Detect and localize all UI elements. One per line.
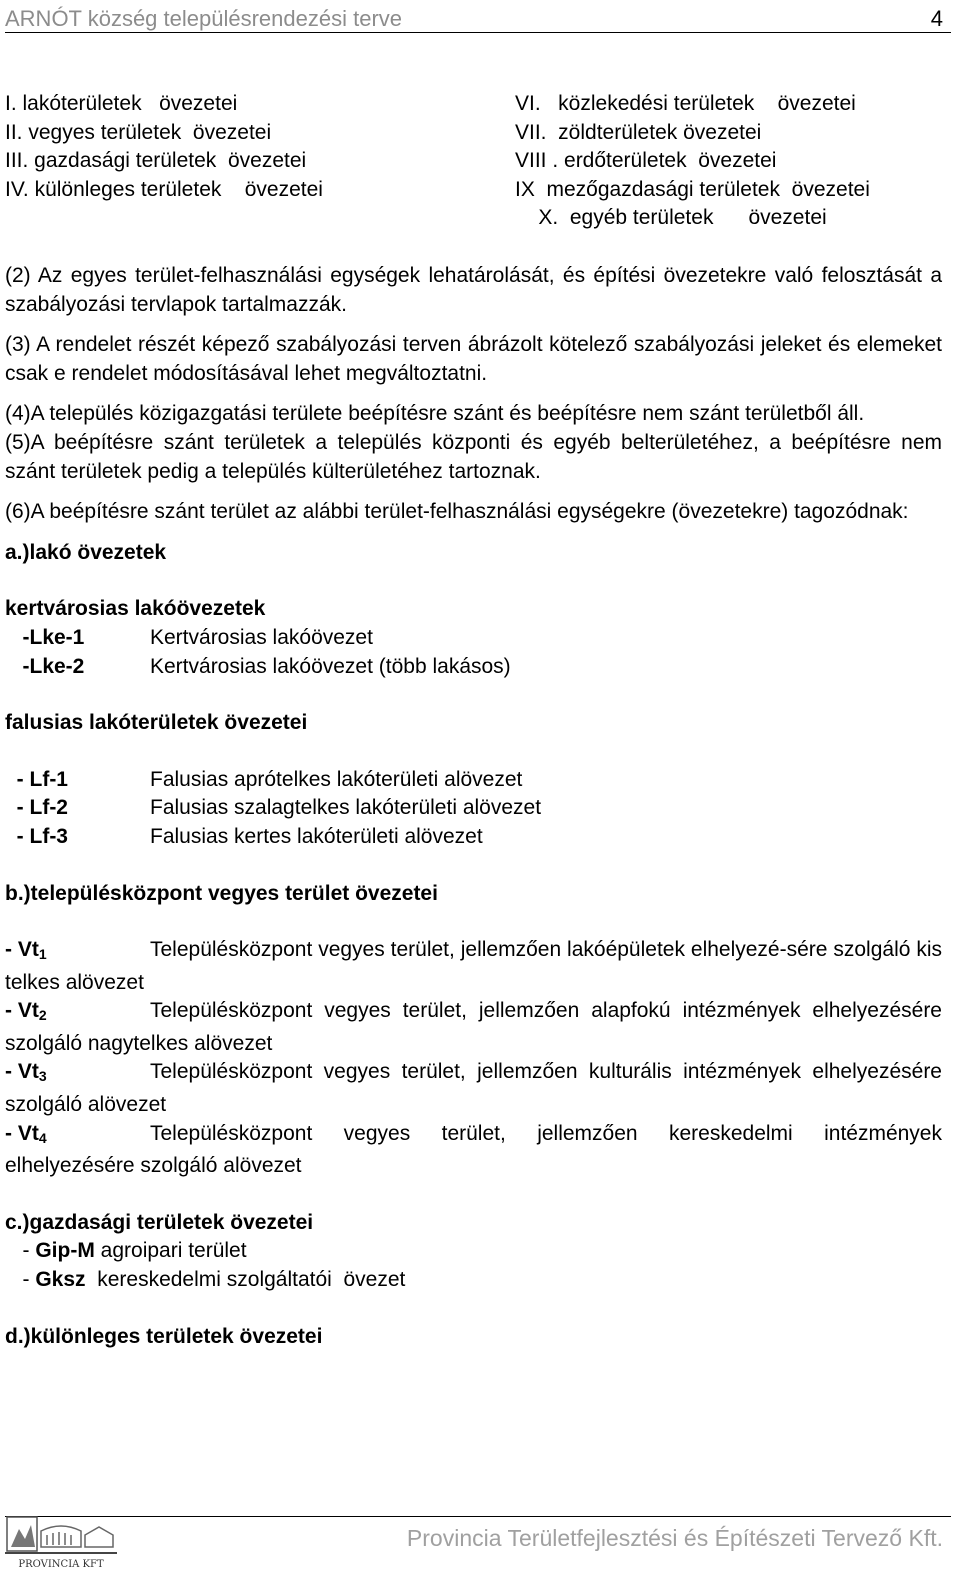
zone-item: VI. közlekedési területek övezetei <box>515 92 856 115</box>
zone-code-index: 4 <box>38 1129 47 1146</box>
list-item <box>5 653 942 682</box>
section-a-heading: a.)lakó övezetek <box>5 540 167 564</box>
zone-description: Falusias kertes lakóterületi alövezet <box>150 824 483 848</box>
zone-description: agroipari terület <box>94 1239 247 1263</box>
list-item <box>5 823 942 852</box>
zone-code <box>5 936 150 969</box>
document-title: ARNÓT község településrendezési terve <box>5 6 403 31</box>
logo-text: PROVINCIA KFT <box>18 1559 104 1570</box>
paragraph-3: (3) A rendelet részét képező szabályozási terven ábrázolt kötelező szabályozási jeleket és elemeket csak e rendelet módosításával lehet megváltoztatni. <box>5 333 942 385</box>
zone-code-index: 2 <box>38 1007 47 1024</box>
list-dash: - <box>5 1268 36 1292</box>
zone-item: I. lakóterületek övezetei <box>5 92 238 115</box>
section-d-heading: d.)különleges területek övezetei <box>5 1324 323 1348</box>
section-c-heading: c.)gazdasági területek övezetei <box>5 1210 314 1234</box>
zone-code: -Lke-1 <box>5 625 85 649</box>
zone-code: Gip-M <box>35 1239 95 1263</box>
company-name: Provincia Területfejlesztési és Építészeti Tervező Kft. <box>406 1525 943 1551</box>
zone-description: kereskedelmi szolgáltatói övezet <box>85 1268 406 1292</box>
zone-description: Településközpont vegyes terület, jellemzően alapfokú intézmények elhelyezésére szolgáló nagytelkes alövezet <box>5 999 942 1055</box>
zone-code: Gksz <box>35 1268 86 1292</box>
zone-item: IX mezőgazdasági területek övezetei <box>515 177 870 201</box>
zone-description: Településközpont vegyes terület, jellemzően kereskedelmi intézmények elhelyezésére szolgáló alövezet <box>5 1121 942 1178</box>
list-item <box>5 1058 942 1119</box>
list-item <box>5 1237 942 1266</box>
zone-description: Településközpont vegyes terület, jellemzően lakóépületek elhelyezé-sére szolgáló kis telkes alövezet <box>5 938 942 994</box>
zone-code: - Lf-1 <box>5 767 68 791</box>
zone-code-text: - Vt <box>5 999 39 1023</box>
paragraph-6: (6)A beépítésre szánt terület az alábbi terület-felhasználási egységekre (övezetekre) tagozódnak: <box>5 500 909 524</box>
zone-code <box>5 1058 150 1091</box>
zone-list-left <box>5 90 323 204</box>
zone-description: Falusias szalagtelkes lakóterületi alövezet <box>150 796 542 820</box>
list-item <box>5 936 942 997</box>
list-item <box>5 997 942 1058</box>
zone-item: II. vegyes területek övezetei <box>5 120 272 144</box>
zone-code-index: 3 <box>38 1068 47 1085</box>
zone-code-text: - Vt <box>5 1121 39 1145</box>
zone-code-text: - Vt <box>5 1060 39 1084</box>
list-item <box>5 624 942 653</box>
list-item <box>5 766 942 795</box>
zone-code <box>5 997 150 1030</box>
zone-code: - Lf-3 <box>5 824 68 848</box>
zone-code-index: 1 <box>38 946 47 963</box>
zone-item: VII. zöldterületek övezetei <box>515 120 762 144</box>
paragraph-2: (2) Az egyes terület-felhasználási egységek lehatárolását, és építési övezetekre való felosztását a szabályozási tervlapok tartalmazzák. <box>5 264 942 316</box>
paragraph-5: (5)A beépítésre szánt területek a település központi és egyéb belterületéhez, a beépítésre nem szánt területek pedig a település külterületéhez tartoznak. <box>5 430 942 483</box>
page-number: 4 <box>930 6 943 31</box>
zone-code: - Lf-2 <box>5 796 68 820</box>
zone-item: III. gazdasági területek övezetei <box>5 149 307 173</box>
document-body <box>5 262 942 1351</box>
zone-code <box>5 1120 150 1153</box>
section-b-heading: b.)településközpont vegyes terület övezetei <box>5 881 438 905</box>
zone-description: Településközpont vegyes terület, jellemzően kulturális intézmények elhelyezésére szolgáló alövezet <box>5 1060 942 1117</box>
zone-description: Kertvárosias lakóövezet <box>150 625 373 649</box>
subsection-heading: kertvárosias lakóövezetek <box>5 597 266 621</box>
list-dash: - <box>5 1239 36 1263</box>
zone-item: VIII . erdőterületek övezetei <box>515 149 777 173</box>
zone-list-right <box>515 90 870 233</box>
page-header <box>5 2 951 33</box>
zone-item: IV. különleges területek övezetei <box>5 177 323 201</box>
zone-description: Kertvárosias lakóövezet (több lakásos) <box>150 654 511 678</box>
list-item <box>5 1120 942 1181</box>
zone-item: X. egyéb területek övezetei <box>515 206 827 230</box>
provincia-logo-icon <box>5 1499 117 1571</box>
list-item <box>5 1266 942 1295</box>
paragraph-4: (4)A település közigazgatási területe beépítésre szánt és beépítésre nem szánt területből áll. <box>5 402 865 426</box>
page-footer <box>5 1516 951 1573</box>
list-item <box>5 794 942 823</box>
zone-description: Falusias aprótelkes lakóterületi alövezet <box>150 767 523 791</box>
zone-code-text: - Vt <box>5 938 39 962</box>
zone-code: -Lke-2 <box>5 654 85 678</box>
subsection-heading: falusias lakóterületek övezetei <box>5 711 308 735</box>
